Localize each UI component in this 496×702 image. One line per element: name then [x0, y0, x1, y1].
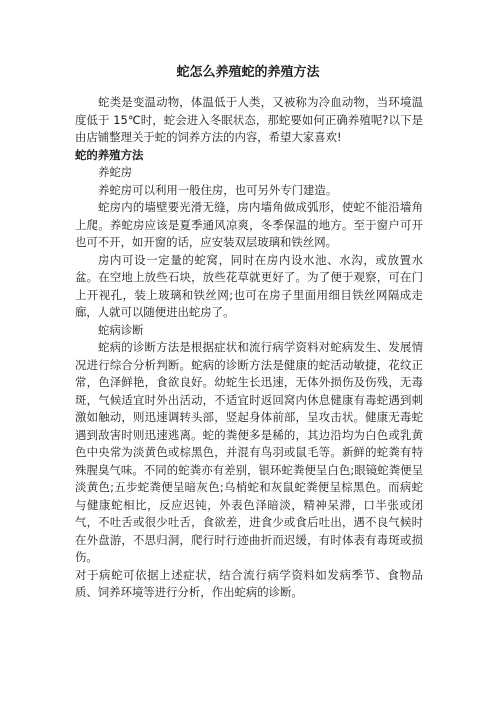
paragraph: 蛇房内的墙壁要光滑无缝，房内墙角做成弧形，使蛇不能沿墙角上爬。养蛇房应该是夏季通风凉爽，冬季保温的地方。至于窗户可开也可不开，如开窗的话，应安装双层玻璃和铁丝网。 [75, 200, 423, 249]
intro-paragraph: 蛇类是变温动物，体温低于人类，又被称为冷血动物，当环境温度低于 15℃时，蛇会进入冬眠状态，那蛇要如何正确养殖呢?以下是由店铺整理关于蛇的饲养方法的内容，希望大家喜欢! [75, 95, 423, 144]
paragraph: 蛇病的诊断方法是根据症状和流行病学资料对蛇病发生、发展情况进行综合分析判断。蛇病的诊断方法是健康的蛇活动敏捷，花纹正常，色泽鲜艳，食欲良好。幼蛇生长迅速，无体外损伤及伤残，无毒斑，气候适宜时外出活动，不适宜时返回窝内休息健康有毒蛇遇到刺激如触动，则迅速调转头部，竖起身体前部，呈攻击状。健康无毒蛇遇到敌害时则迅速逃离。蛇的粪便多是稀的，其边沿均为白色或乳黄色中央常为淡黄色或棕黑色，并混有鸟羽或鼠毛等。新鲜的蛇粪有特殊腥臭气味。不同的蛇粪亦有差别，银环蛇粪便呈白色;眼镜蛇粪便呈淡黄色;五步蛇粪便呈暗灰色;乌梢蛇和灰鼠蛇粪便呈棕黑色。而病蛇与健康蛇相比，反应迟钝，外表色泽暗淡，精神呆滞，口半张或闭气，不吐舌或很少吐舌，食欲差，进食少或食后吐出，遇不良气候时在外盘游，不思归洞，爬行时行迹曲折而迟缓，有时体表有毒斑或损伤。 [75, 340, 423, 564]
document-body [75, 94, 423, 602]
section-heading: 蛇的养殖方法 [75, 147, 144, 162]
paragraph: 对于病蛇可依据上述症状，结合流行病学资料如发病季节、食物品质、饲养环境等进行分析，作出蛇病的诊断。 [75, 567, 423, 599]
paragraph: 房内可设一定量的蛇窝，同时在房内设水池、水沟，或放置水盆。在空地上放些石块，放些花草就更好了。为了便于观察，可在门上开视孔，装上玻璃和铁丝网;也可在房子里面用细目铁丝网隔成走廊，人就可以随便进出蛇房了。 [75, 252, 423, 319]
subheading-snake-house: 养蛇房 [98, 165, 133, 179]
subheading-diagnosis: 蛇病诊断 [98, 322, 144, 337]
document-title: 蛇怎么养殖蛇的养殖方法 [176, 65, 320, 80]
paragraph: 养蛇房可以利用一般住房，也可另外专门建造。 [98, 182, 338, 197]
